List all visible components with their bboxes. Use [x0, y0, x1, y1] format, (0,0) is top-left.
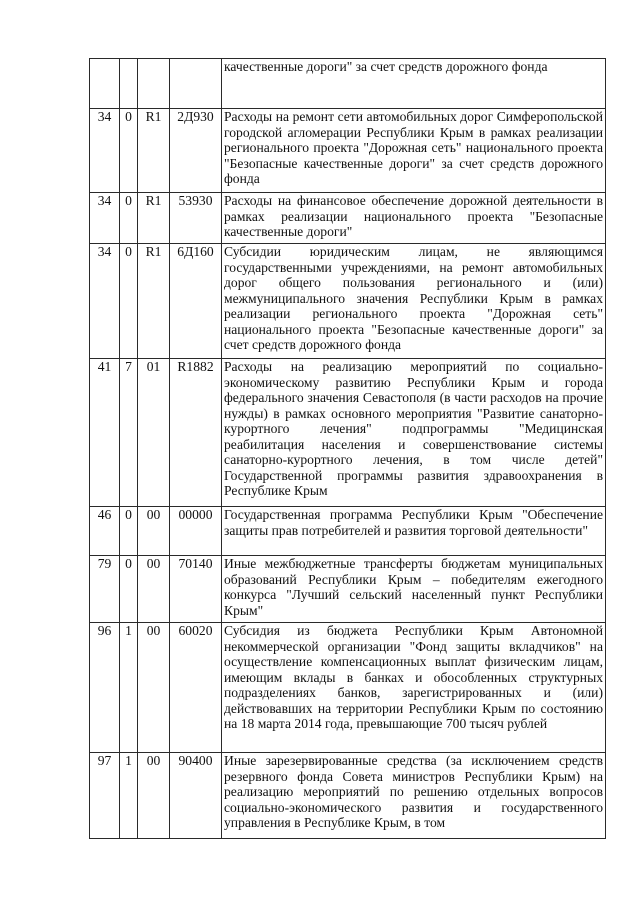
code-subprogram-cell: 0 [120, 244, 138, 359]
description-cell: Иные зарезервированные средства (за исключением средств резервного фонда Совета министров Республики Крым) на реализацию мероприятий по решению отдельных вопросов социально-экономического развития и государственного управления в Республике Крым, в том [222, 753, 606, 839]
code-direction-cell: 00000 [170, 507, 222, 556]
code-subprogram-cell: 0 [120, 556, 138, 623]
code-event-cell [138, 59, 170, 109]
table-row [90, 623, 606, 753]
code-subprogram-cell [120, 59, 138, 109]
description-cell: Иные межбюджетные трансферты бюджетам муниципальных образований Республики Крым – победителям ежегодного конкурса "Лучший сельский населенный пункт Республики Крым" [222, 556, 606, 623]
table-row [90, 359, 606, 507]
code-event-cell: 00 [138, 507, 170, 556]
code-program-cell: 34 [90, 193, 120, 244]
code-event-cell: 00 [138, 623, 170, 753]
code-subprogram-cell: 1 [120, 623, 138, 753]
code-event-cell: 01 [138, 359, 170, 507]
code-program-cell: 34 [90, 244, 120, 359]
description-cell: качественные дороги" за счет средств дорожного фонда [222, 59, 606, 109]
code-subprogram-cell: 1 [120, 753, 138, 839]
code-event-cell: 00 [138, 753, 170, 839]
code-program-cell [90, 59, 120, 109]
code-direction-cell [170, 59, 222, 109]
table-row [90, 556, 606, 623]
code-program-cell: 41 [90, 359, 120, 507]
code-program-cell: 79 [90, 556, 120, 623]
code-program-cell: 96 [90, 623, 120, 753]
code-program-cell: 97 [90, 753, 120, 839]
code-subprogram-cell: 7 [120, 359, 138, 507]
code-event-cell: R1 [138, 244, 170, 359]
table-row [90, 193, 606, 244]
code-direction-cell: 90400 [170, 753, 222, 839]
description-cell: Государственная программа Республики Крым "Обеспечение защиты прав потребителей и развития торговой деятельности" [222, 507, 606, 556]
code-direction-cell: 53930 [170, 193, 222, 244]
table-row [90, 753, 606, 839]
code-direction-cell: 60020 [170, 623, 222, 753]
code-event-cell: R1 [138, 193, 170, 244]
code-subprogram-cell: 0 [120, 193, 138, 244]
description-cell: Расходы на реализацию мероприятий по социально-экономическому развитию Республики Крым и города федерального значения Севастополя (в части расходов на прочие нужды) в рамках основного мероприятия "Развитие санаторно-курортного лечения" подпрограммы "Медицинская реабилитация населения и совершенствование системы санаторно-курортного лечения, в том числе детей" Государственной программы развития здравоохранения в Республике Крым [222, 359, 606, 507]
code-direction-cell: 2Д930 [170, 109, 222, 193]
table-row [90, 507, 606, 556]
description-cell: Субсидии юридическим лицам, не являющимся государственными учреждениями, на ремонт автомобильных дорог общего пользования регионального и (или) межмуниципального значения Республики Крым в рамках реализации регионального проекта "Дорожная сеть" национального проекта "Безопасные качественные дороги" за счет средств дорожного фонда [222, 244, 606, 359]
table-row [90, 59, 606, 109]
code-program-cell: 34 [90, 109, 120, 193]
code-program-cell: 46 [90, 507, 120, 556]
description-cell: Расходы на ремонт сети автомобильных дорог Симферопольской городской агломерации Республики Крым в рамках реализации регионального проекта "Дорожная сеть" национального проекта "Безопасные качественные дороги" за счет средств дорожного фонда [222, 109, 606, 193]
code-event-cell: R1 [138, 109, 170, 193]
code-subprogram-cell: 0 [120, 507, 138, 556]
budget-classification-table [89, 58, 606, 839]
table-row [90, 244, 606, 359]
code-direction-cell: 70140 [170, 556, 222, 623]
code-event-cell: 00 [138, 556, 170, 623]
code-direction-cell: 6Д160 [170, 244, 222, 359]
description-cell: Расходы на финансовое обеспечение дорожной деятельности в рамках реализации национального проекта "Безопасные качественные дороги" [222, 193, 606, 244]
code-direction-cell: R1882 [170, 359, 222, 507]
table-row [90, 109, 606, 193]
description-cell: Субсидия из бюджета Республики Крым Автономной некоммерческой организации "Фонд защиты вкладчиков" на осуществление компенсационных выплат физическим лицам, имеющим вклады в банках и обособленных структурных подразделениях банков, зарегистрированных и (или) действовавших на территории Республики Крым по состоянию на 18 марта 2014 года, превышающие 700 тысяч рублей [222, 623, 606, 753]
code-subprogram-cell: 0 [120, 109, 138, 193]
